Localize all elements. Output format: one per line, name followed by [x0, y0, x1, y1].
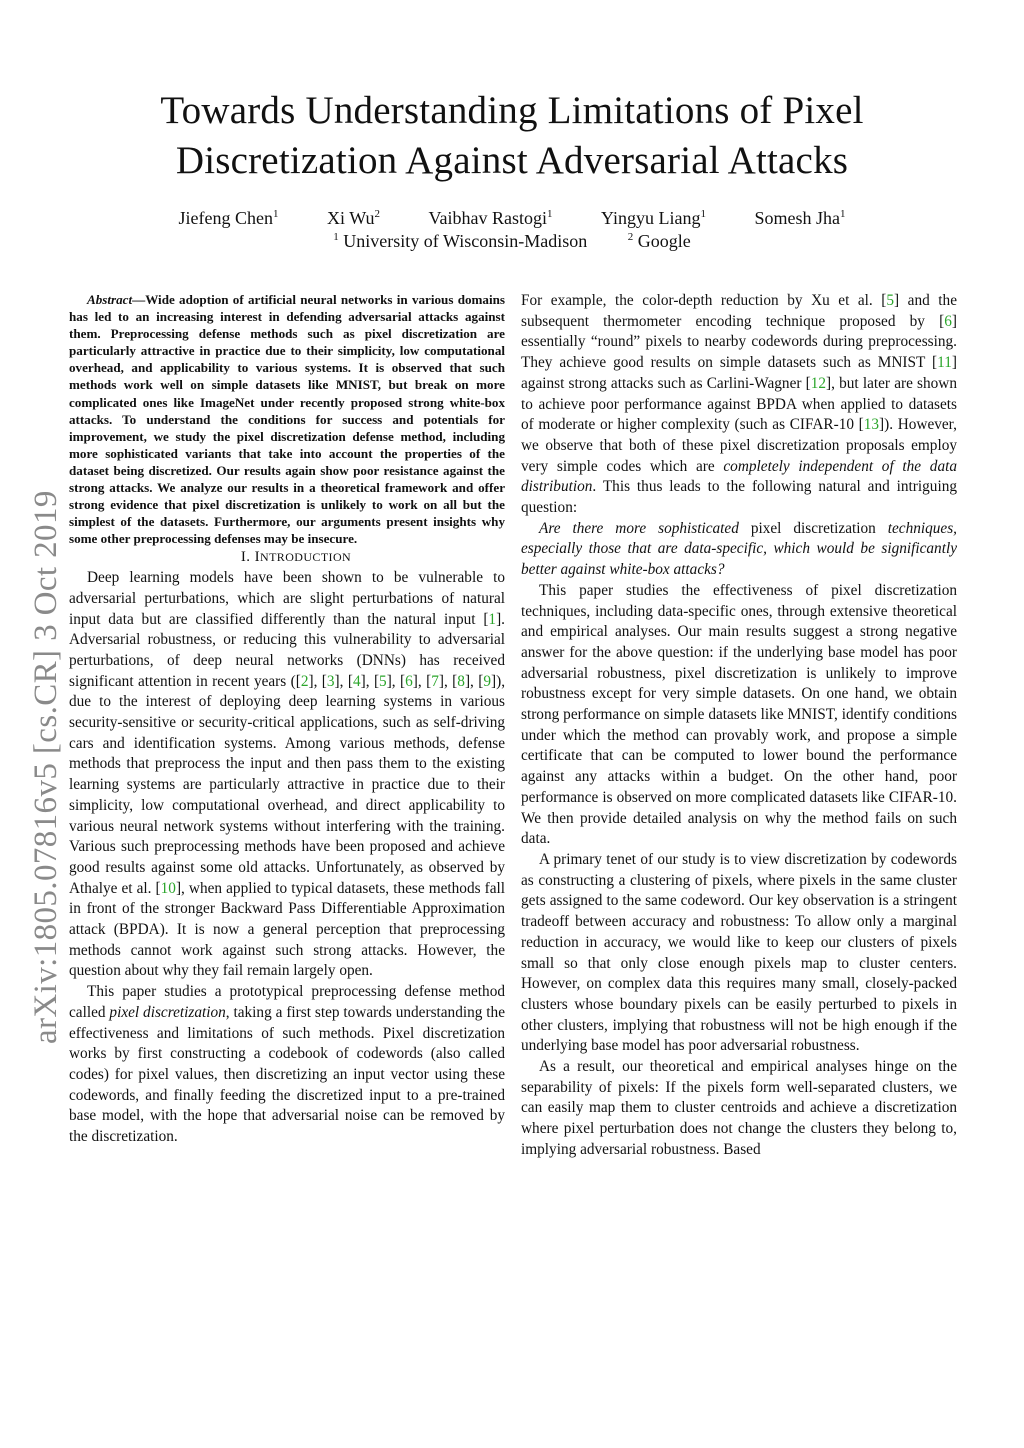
abstract: Abstract—Wide adoption of artificial neural networks in various domains has led to an increasing interest in defending adversarial attacks against them. Preprocessing defense methods such as pixel discretization are particularly attractive in practice due to their simplicity, low computational overhead, and applicability to various systems. It is observed that such methods work well on simple datasets like MNIST, but break on more complicated ones like ImageNet under recently proposed strong white-box attacks. To understand the conditions for success and potentials for improvement, we study the pixel discretization defense method, including more sophisticated variants that take into account the properties of the dataset being discretized. Our results again show poor resistance against the strong attacks. We analyze our results in a theoretical framework and offer strong evidence that pixel discretization is unlikely to work on all but the simplest of the datasets. Furthermore, our arguments present insights why some other preprocessing defenses may be insecure.: [69, 292, 505, 547]
citation-link[interactable]: 4: [352, 672, 361, 690]
author: Somesh Jha$^1$: [754, 208, 846, 228]
citation-link[interactable]: 7: [431, 672, 439, 690]
citation-link[interactable]: 1: [488, 610, 497, 628]
paragraph: Deep learning models have been shown to be vulnerable to adversarial perturbations, which are slight perturbations of natural input data but are classified differently than the natural input [1]. Adversarial robustness, or reducing this vulnerability to adversarial perturbations, of deep neural networks (DNNs) has received significant attention in recent years ([2], [3], [4], [5], [6], [7], [8], [9]), due to the interest of deploying deep learning systems in various security-sensitive or security-critical applications, such as self-driving cars and identification systems. Among various methods, defense methods that preprocess the input and then pass them to the existing learning systems are particularly attractive in practice due to their simplicity, low computational overhead, and direct applicability to various neural network systems without interfering with the training. Various such preprocessing methods have been proposed and achieve good results against some old attacks. Unfortunately, as observed by Athalye et al. [10], when applied to typical datasets, these methods fall in front of the stronger Backward Pass Differentiable Approximation attack (BPDA). It is now a general perception that preprocessing methods cannot work against such strong attacks. However, the question about why they fail remain largely open.: [69, 569, 506, 980]
research-question: Are there more sophisticated pixel discretization techniques, especially those that are data-specific, which would be significantly better against white-box attacks?: [521, 519, 957, 579]
paragraph: For example, the color-depth reduction by Xu et al. [5] and the subsequent thermometer encoding technique proposed by [6] essentially “round” pixels to nearby codewords during preprocessing. They achieve good results on simple datasets such as MNIST [11] against strong attacks such as Carlini-Wagner [12], but later are shown to achieve poor performance against BPDA when applied to datasets of moderate or higher complexity (such as CIFAR-10 [13]). However, we observe that both of these pixel discretization proposals employ very simple codes which are completely independent of the data distribution. This thus leads to the following natural and intriguing question:: [521, 292, 958, 517]
citation-link[interactable]: 2: [300, 672, 309, 690]
citation-link[interactable]: 5: [886, 292, 895, 309]
citation-link[interactable]: 12: [810, 374, 827, 392]
author: Xi Wu$^2$: [327, 208, 380, 228]
title-line-1: Towards Understanding Limitations of Pixel: [160, 89, 864, 132]
section-heading-introduction: I. INTRODUCTION: [240, 549, 352, 566]
author-list: [60, 206, 964, 230]
citation-link[interactable]: 6: [405, 672, 413, 690]
author: Yingyu Liang$^1$: [600, 208, 706, 228]
right-column: [521, 291, 957, 1161]
citation-link[interactable]: 13: [863, 416, 880, 434]
paper-title: [60, 86, 964, 186]
citation-link[interactable]: 8: [457, 672, 465, 690]
arxiv-identifier: arXiv:1805.07816v5 [cs.CR] 3 Oct 2019: [28, 490, 64, 1044]
title-line-2: Discretization Against Adversarial Attacks: [175, 139, 849, 182]
citation-link[interactable]: 3: [326, 672, 335, 690]
citation-link[interactable]: 5: [379, 672, 387, 690]
author: Vaibhav Rastogi$^1$: [428, 208, 553, 228]
citation-link[interactable]: 9: [483, 672, 492, 690]
paragraph: As a result, our theoretical and empirical analyses hinge on the separability of pixels: If the pixels form well-separated clusters, we can easily map them to cluster centroids and achieve a discretization where pixel perturbation does not change the clusters they belong to, implying adversarial robustness. Based: [521, 1058, 957, 1158]
affiliation: $^1$ University of Wisconsin-Madison: [333, 231, 588, 251]
left-column: [69, 291, 505, 1148]
affiliation-list: [60, 229, 964, 253]
paragraph: A primary tenet of our study is to view discretization by codewords as constructing a clustering of pixels, where pixels in the same cluster gets assigned to the same codeword. Our key observation is a stringent tradeoff between accuracy and robustness: To allow only a marginal reduction in accuracy, we would like to keep our clusters of pixels small so that only close enough pixels map to cluster centers. However, on complex data this requires many small, closely-packed clusters whose boundary pixels can be easily perturbed to pixels in other clusters, implying that robustness will not be high enough if the underlying base model has poor adversarial robustness.: [521, 850, 957, 1055]
paragraph: This paper studies a prototypical preprocessing defense method called pixel discretization, taking a first step towards understanding the effectiveness and limitations of such methods. Pixel discretization works by first constructing a codebook of codewords (also called codes) for pixel values, then discretizing an input vector using these codewords, and finally feeding the discretized input to a pre-trained base model, with the hope that adversarial noise can be removed by the discretization.: [69, 983, 505, 1146]
citation-link[interactable]: 10: [160, 879, 176, 897]
citation-link[interactable]: 6: [944, 312, 952, 330]
citation-link[interactable]: 11: [937, 354, 952, 372]
paragraph: This paper studies the effectiveness of pixel discretization techniques, including data-specific ones, through extensive theoretical and empirical analyses. Our main results suggest a strong negative answer for the above question: if the underlying base model has poor adversarial robustness, pixel discretization is unlikely to improve robustness except for very simple datasets. On one hand, we obtain strong performance on simple datasets like MNIST, identify conditions under which the method can provably work, and propose a simple certificate that can be computed to lower bound the performance against any attacks within a budget. On the other hand, poor performance is observed on more complicated datasets like CIFAR-10. We then provide detailed analysis on why the method fails on such data.: [521, 581, 957, 848]
affiliation: $^2$ Google: [627, 231, 691, 251]
author: Jiefeng Chen$^1$: [178, 208, 279, 228]
